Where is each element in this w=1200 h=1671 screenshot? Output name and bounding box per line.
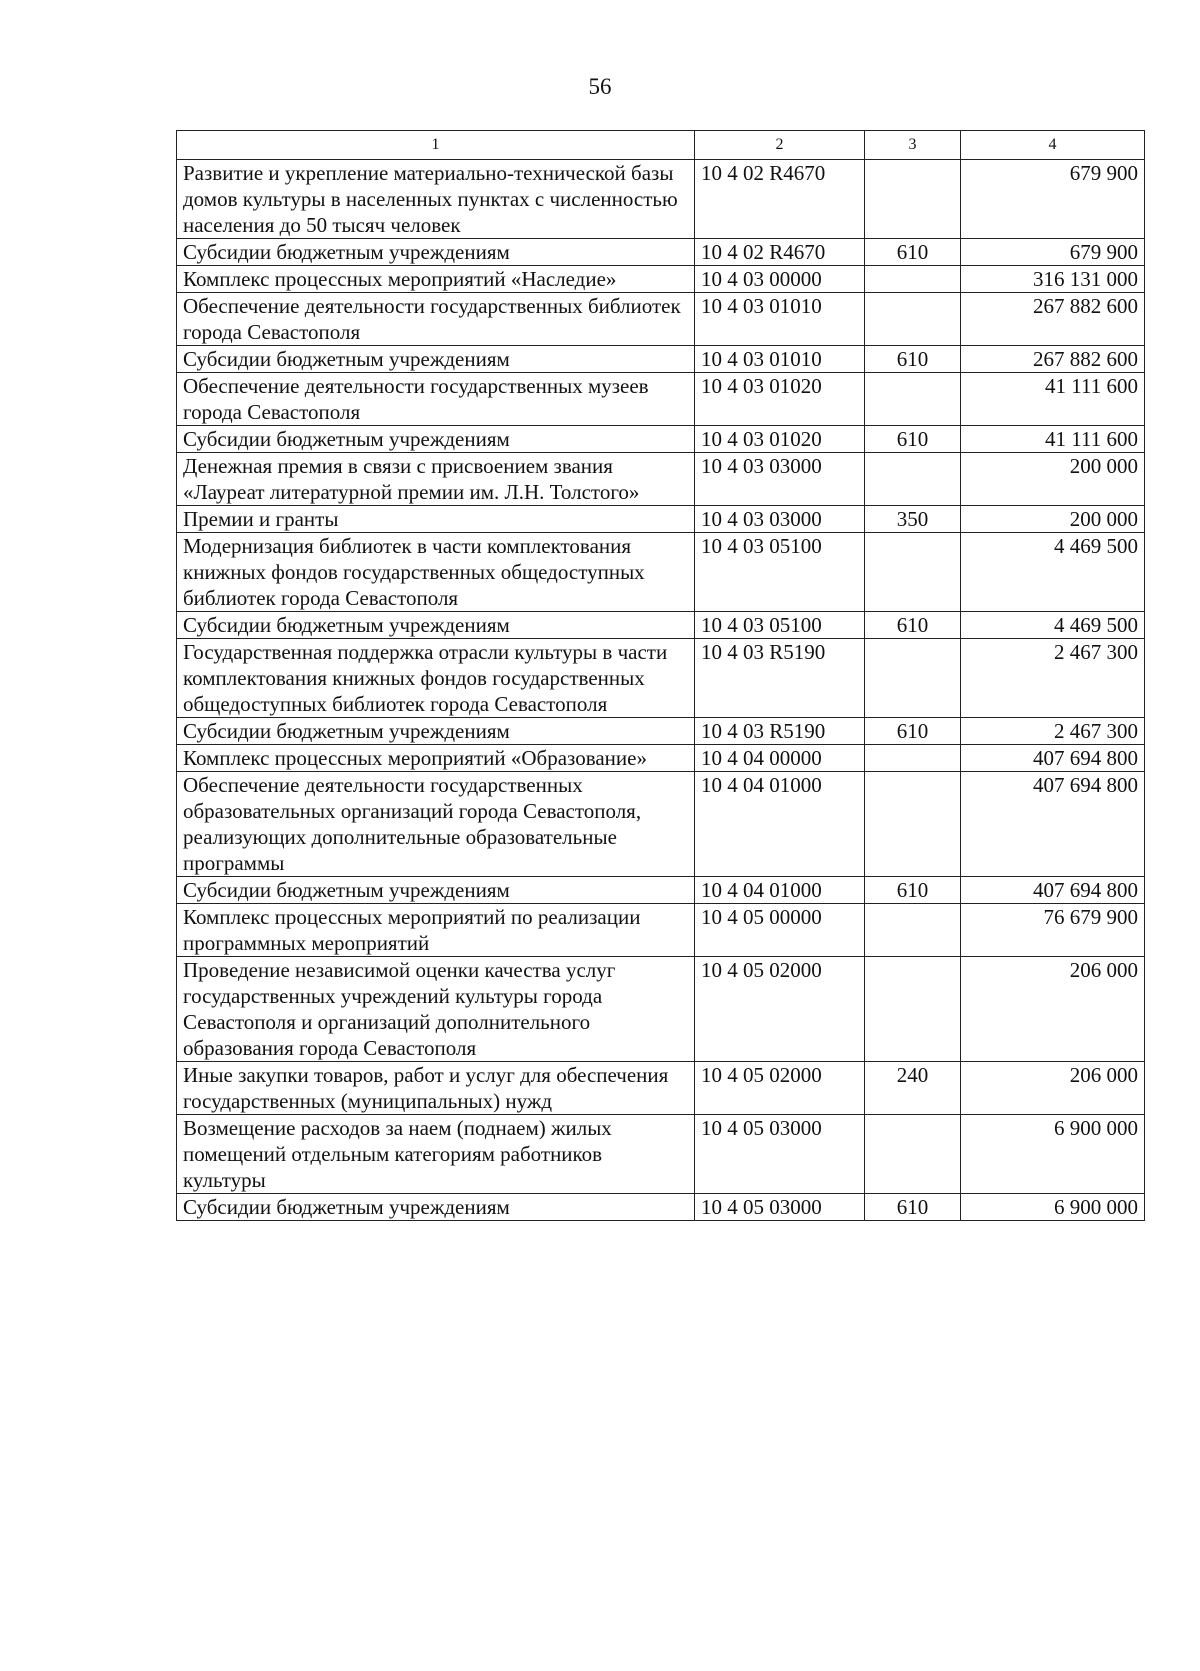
row-amount-cell: 76 679 900	[961, 904, 1145, 957]
row-amount-cell: 41 111 600	[961, 426, 1145, 453]
table-row	[177, 1115, 1145, 1194]
row-type-cell	[865, 904, 961, 957]
row-amount-cell: 2 467 300	[961, 639, 1145, 718]
table-row	[177, 612, 1145, 639]
row-name-cell: Проведение независимой оценки качества услуг государственных учреждений культуры города Севастополя и организаций дополнительного образования города Севастополя	[177, 957, 695, 1062]
row-type-cell: 610	[865, 877, 961, 904]
row-name-cell: Модернизация библиотек в части комплектования книжных фондов государственных общедоступных библиотек города Севастополя	[177, 533, 695, 612]
row-code-cell: 10 4 03 01010	[695, 346, 865, 373]
row-code-cell: 10 4 05 02000	[695, 957, 865, 1062]
row-type-cell	[865, 957, 961, 1062]
row-code-cell: 10 4 03 00000	[695, 266, 865, 293]
row-type-cell: 610	[865, 239, 961, 266]
table-row	[177, 533, 1145, 612]
row-type-cell: 240	[865, 1062, 961, 1115]
table-row	[177, 346, 1145, 373]
column-header-4: 4	[961, 131, 1145, 160]
row-code-cell: 10 4 05 03000	[695, 1115, 865, 1194]
row-code-cell: 10 4 05 02000	[695, 1062, 865, 1115]
row-type-cell: 610	[865, 1194, 961, 1221]
table-row	[177, 373, 1145, 426]
row-amount-cell: 206 000	[961, 1062, 1145, 1115]
table-row	[177, 877, 1145, 904]
row-name-cell: Иные закупки товаров, работ и услуг для обеспечения государственных (муниципальных) нужд	[177, 1062, 695, 1115]
row-code-cell: 10 4 03 03000	[695, 506, 865, 533]
row-amount-cell: 6 900 000	[961, 1194, 1145, 1221]
row-type-cell	[865, 160, 961, 239]
row-type-cell: 350	[865, 506, 961, 533]
row-amount-cell: 316 131 000	[961, 266, 1145, 293]
table-row	[177, 745, 1145, 772]
column-header-3: 3	[865, 131, 961, 160]
table-header-row	[177, 131, 1145, 160]
row-name-cell: Субсидии бюджетным учреждениям	[177, 1194, 695, 1221]
table-row	[177, 160, 1145, 239]
row-name-cell: Государственная поддержка отрасли культуры в части комплектования книжных фондов государственных общедоступных библиотек города Севастополя	[177, 639, 695, 718]
row-code-cell: 10 4 05 00000	[695, 904, 865, 957]
column-header-2: 2	[695, 131, 865, 160]
row-type-cell	[865, 266, 961, 293]
budget-table	[176, 130, 1145, 1221]
table-row	[177, 266, 1145, 293]
row-code-cell: 10 4 03 01010	[695, 293, 865, 346]
row-name-cell: Развитие и укрепление материально-технической базы домов культуры в населенных пунктах с численностью населения до 50 тысяч человек	[177, 160, 695, 239]
row-name-cell: Обеспечение деятельности государственных музеев города Севастополя	[177, 373, 695, 426]
row-code-cell: 10 4 04 00000	[695, 745, 865, 772]
row-name-cell: Субсидии бюджетным учреждениям	[177, 612, 695, 639]
row-name-cell: Обеспечение деятельности государственных образовательных организаций города Севастополя, реализующих дополнительные образовательные программы	[177, 772, 695, 877]
table-row	[177, 506, 1145, 533]
row-type-cell	[865, 453, 961, 506]
table-row	[177, 957, 1145, 1062]
row-name-cell: Возмещение расходов за наем (поднаем) жилых помещений отдельным категориям работников культуры	[177, 1115, 695, 1194]
row-type-cell	[865, 639, 961, 718]
table-row	[177, 239, 1145, 266]
row-code-cell: 10 4 03 01020	[695, 426, 865, 453]
row-amount-cell: 206 000	[961, 957, 1145, 1062]
row-amount-cell: 6 900 000	[961, 1115, 1145, 1194]
row-name-cell: Субсидии бюджетным учреждениям	[177, 877, 695, 904]
row-name-cell: Субсидии бюджетным учреждениям	[177, 239, 695, 266]
row-amount-cell: 4 469 500	[961, 612, 1145, 639]
row-code-cell: 10 4 04 01000	[695, 877, 865, 904]
row-amount-cell: 41 111 600	[961, 373, 1145, 426]
column-header-1: 1	[177, 131, 695, 160]
row-code-cell: 10 4 03 R5190	[695, 718, 865, 745]
row-code-cell: 10 4 04 01000	[695, 772, 865, 877]
row-amount-cell: 267 882 600	[961, 346, 1145, 373]
row-type-cell	[865, 772, 961, 877]
table-row	[177, 1062, 1145, 1115]
row-type-cell: 610	[865, 612, 961, 639]
row-amount-cell: 200 000	[961, 506, 1145, 533]
row-name-cell: Субсидии бюджетным учреждениям	[177, 346, 695, 373]
row-code-cell: 10 4 03 05100	[695, 533, 865, 612]
row-type-cell	[865, 293, 961, 346]
row-name-cell: Комплекс процессных мероприятий «Образование»	[177, 745, 695, 772]
page-number: 56	[588, 74, 612, 99]
row-amount-cell: 407 694 800	[961, 745, 1145, 772]
row-name-cell: Комплекс процессных мероприятий «Наследие»	[177, 266, 695, 293]
table-row	[177, 453, 1145, 506]
row-name-cell: Обеспечение деятельности государственных библиотек города Севастополя	[177, 293, 695, 346]
row-amount-cell: 679 900	[961, 239, 1145, 266]
table-row	[177, 1194, 1145, 1221]
row-code-cell: 10 4 05 03000	[695, 1194, 865, 1221]
row-amount-cell: 407 694 800	[961, 772, 1145, 877]
table-row	[177, 293, 1145, 346]
table-row	[177, 639, 1145, 718]
row-code-cell: 10 4 03 05100	[695, 612, 865, 639]
row-name-cell: Комплекс процессных мероприятий по реализации программных мероприятий	[177, 904, 695, 957]
row-type-cell	[865, 533, 961, 612]
row-code-cell: 10 4 03 01020	[695, 373, 865, 426]
row-amount-cell: 407 694 800	[961, 877, 1145, 904]
row-type-cell	[865, 1115, 961, 1194]
row-amount-cell: 267 882 600	[961, 293, 1145, 346]
row-code-cell: 10 4 03 03000	[695, 453, 865, 506]
row-code-cell: 10 4 02 R4670	[695, 239, 865, 266]
row-amount-cell: 200 000	[961, 453, 1145, 506]
table-row	[177, 718, 1145, 745]
row-name-cell: Субсидии бюджетным учреждениям	[177, 718, 695, 745]
row-code-cell: 10 4 03 R5190	[695, 639, 865, 718]
row-amount-cell: 2 467 300	[961, 718, 1145, 745]
row-name-cell: Субсидии бюджетным учреждениям	[177, 426, 695, 453]
row-amount-cell: 679 900	[961, 160, 1145, 239]
row-type-cell: 610	[865, 718, 961, 745]
row-type-cell: 610	[865, 426, 961, 453]
table-body	[177, 160, 1145, 1221]
row-type-cell	[865, 745, 961, 772]
row-code-cell: 10 4 02 R4670	[695, 160, 865, 239]
row-amount-cell: 4 469 500	[961, 533, 1145, 612]
table-row	[177, 426, 1145, 453]
row-name-cell: Премии и гранты	[177, 506, 695, 533]
row-type-cell	[865, 373, 961, 426]
table-row	[177, 904, 1145, 957]
row-name-cell: Денежная премия в связи с присвоением звания «Лауреат литературной премии им. Л.Н. Толстого»	[177, 453, 695, 506]
table-row	[177, 772, 1145, 877]
row-type-cell: 610	[865, 346, 961, 373]
